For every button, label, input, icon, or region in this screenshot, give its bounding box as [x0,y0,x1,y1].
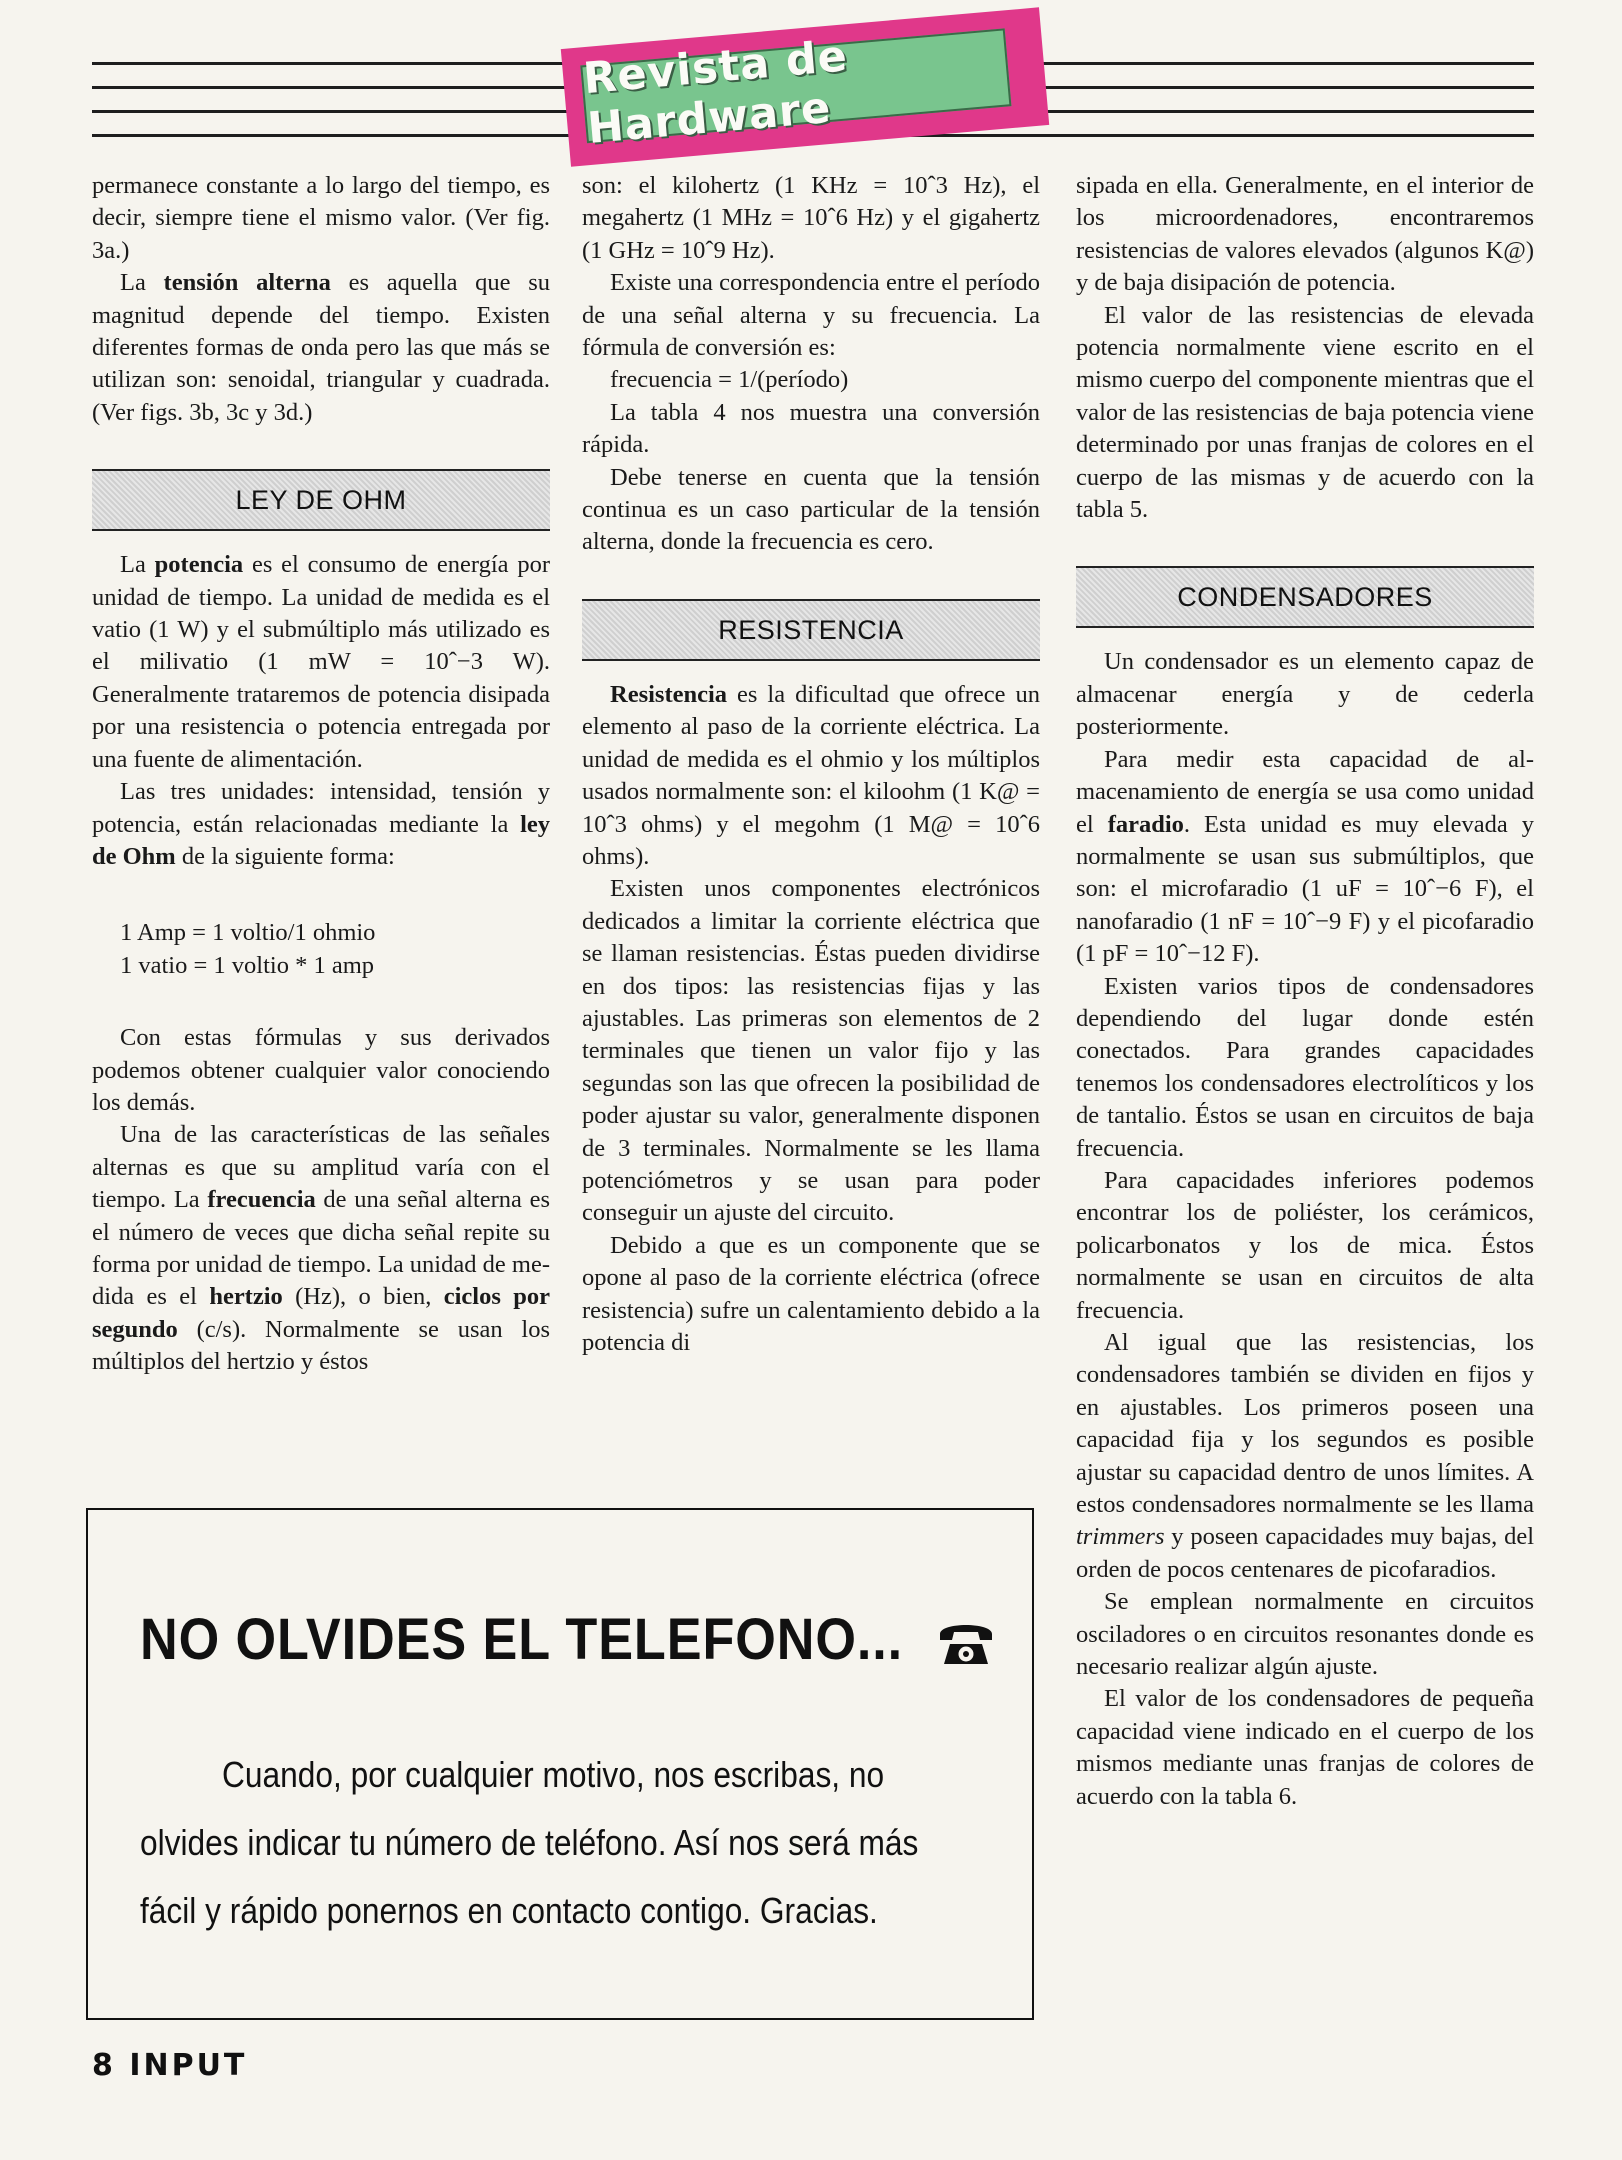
term-potencia: potencia [154,551,244,579]
col1-paragraph-4: Las tres unidades: intensidad, tensión y potencia, están relacionadas mediante la ley de Ohm de la siguiente forma: [92,778,550,870]
notice-line-2: olvides indicar tu número de teléfono. Así nos será más [140,1822,919,1863]
col1-paragraph-5: Con estas fórmulas y sus derivados podemos obtener cualquier valor conociendo los demás. [92,1024,550,1116]
col3-paragraph-2: El valor de las resistencias de elevada potencia normalmente viene escrito en el mismo cuerpo del componente mientras que el valor de las resistencias de baja potencia viene determinado por unas franjas de colores en el cuerpo de las mismas y de acuerdo con la tabla 5. [1076,301,1534,524]
term-ley-de-ohm: ley de Ohm [92,810,550,870]
column-3 [1076,170,1534,1813]
magazine-banner [561,7,1049,166]
term-resistencia: Resistencia [610,680,728,708]
formula-vatio: 1 vatio = 1 voltio * 1 amp [120,951,375,979]
page-footer: 8 INPUT [92,2048,248,2083]
term-trimmers: trimmers [1076,1523,1165,1551]
column-2 [582,170,1040,1359]
col2-paragraph-5: Resistencia es la dificultad que ofrece un elemento al paso de la corriente eléctrica. La unidad de medida es el ohmio y los múltiplos usados normalmente son: el kiloohm (1 K@ = 10ˆ3 ohms) y el megohm (1 M@ = 10ˆ6 ohms). [582,680,1040,870]
col3-paragraph-9: El valor de los condensadores de pequeña capacidad viene indicado en el cuerpo de los mismos mediante unas franjas de colores de acuerdo con la tabla 6. [1076,1685,1534,1810]
term-hertzio: hertzio [209,1283,283,1311]
col3-paragraph-4: Para medir esta capacidad de almacenamiento de energía se usa como unidad el faradio. Esta unidad es muy elevada y normalmente se usan sus submúltiplos, que son: el microfaradio (1 uF = 10ˆ−6 F), el nanofaradio (1 nF = 10ˆ−9 F) y el picofaradio (1 pF = 10ˆ−12 F). [1076,745,1534,968]
banner-panel [580,28,1011,154]
col2-paragraph-2: Existe una correspondencia entre el período de una señal alterna y su frecuencia. La fórmula de conversión es: [582,269,1040,362]
formula-amp: 1 Amp = 1 voltio/1 ohmio [120,919,376,947]
col1-paragraph-1: permanece constante a lo largo del tiempo, es decir, siempre tiene el mismo valor. (Ver fig. 3a.) [92,172,550,264]
col2-paragraph-1: son: el kilohertz (1 KHz = 10ˆ3 Hz), el megahertz (1 MHz = 10ˆ6 Hz) y el gigahertz (1 GHz = 10ˆ9 Hz). [582,172,1040,264]
col2-formula-frecuencia: frecuencia = 1/(período) [610,366,849,394]
notice-line-1: Cuando, por cualquier motivo, nos escribas, no [222,1754,885,1795]
section-heading-condensadores: CONDENSADORES [1076,566,1534,628]
ohm-formulas [92,917,550,982]
col3-paragraph-5: Existen varios tipos de condensadores dependiendo del lugar donde estén conectados. Para grandes capacidades tenemos los condensadores electrolíticos y los de tantalio. Éstos se usan en circuitos de baja frecuencia. [1076,972,1534,1162]
column-1 [92,170,550,1379]
col3-paragraph-3: Un condensador es un elemento capaz de almacenar energía y de cederla posteriormente. [1076,648,1534,741]
col1-paragraph-6: Una de las características de las señales alternas es que su amplitud varía con el tiempo. La frecuencia de una señal alterna es el número de veces que dicha señal repite su forma por unidad de tiempo. La unidad de medida es el hertzio (Hz), o bien, ciclos por segundo (c/s). Normalmente se usan los múltiplos del hertzio y éstos [92,1121,550,1376]
term-frecuencia: frecuencia [207,1186,316,1214]
col3-paragraph-7: Al igual que las resistencias, los condensadores también se dividen en fijos y en ajustables. Los primeros poseen una capacidad fija y los segundos es posible ajustar su capacidad dentro de unos límites. A estos condensadores normalmente se les llama trimmers y poseen capacidades muy bajas, del orden de pocos centenares de picofaradios. [1076,1329,1534,1583]
col1-paragraph-3: La potencia es el consumo de energía por unidad de tiempo. La unidad de medida es el vatio (1 W) y el submúltiplo más utilizado es el milivatio (1 mW = 10ˆ−3 W). Generalmente trataremos de potencia disipada por una resistencia o potencia entregada por una fuente de alimentación. [92,551,550,773]
notice-title: NO OLVIDES EL TELEFONO... [140,1607,904,1672]
banner-title: Revista de Hardware [581,31,850,154]
term-tension-alterna: tensión alterna [163,269,331,297]
term-faradio: faradio [1107,810,1184,838]
col2-paragraph-4: Debe tenerse en cuenta que la tensión continua es un caso particular de la tensión alterna, donde la frecuencia es cero. [582,463,1040,556]
col2-paragraph-3: La tabla 4 nos muestra una conversión rápida. [582,398,1040,459]
term-ciclos-por-segundo: ciclos por segundo [92,1283,550,1343]
notice-line-3: fácil y rápido ponernos en contacto contigo. Gracias. [140,1890,878,1931]
col2-paragraph-6: Existen unos componentes electrónicos dedicados a limitar la corriente eléctrica que se llaman resistencias. Éstas pueden dividirse en dos tipos: las resistencias fijas y las ajustables. Las primeras son elementos de 2 terminales que tienen un valor fijo y las segundas son las que ofrecen la posibilidad de poder ajustar su valor, generalmente disponen de 3 terminales. Normalmente se les llama potenciómetros y se usan para poder conseguir un ajuste del circuito. [582,875,1040,1227]
telephone-icon [936,1614,996,1668]
section-heading-resistencia: RESISTENCIA [582,599,1040,661]
col3-paragraph-1: sipada en ella. Generalmente, en el interior de los microordenadores, encontraremos resistencias de valores elevados (algunos K@) y de baja disipación de potencia. [1076,172,1534,297]
col3-paragraph-8: Se emplean normalmente en circuitos osciladores o en circuitos resonantes donde es necesario realizar algún ajuste. [1076,1588,1534,1681]
col3-paragraph-6: Para capacidades inferiores podemos encontrar los de poliéster, los cerámicos, policarbonatos y los de mica. Éstos normalmente se usan en circuitos de alta frecuencia. [1076,1166,1534,1324]
col1-paragraph-2: La tensión alterna es aquella que su magnitud depende del tiempo. Existen diferentes formas de onda pero las que más se utilizan son: senoidal, triangular y cuadrada. (Ver figs. 3b, 3c y 3d.) [92,269,550,426]
section-heading-ley-de-ohm: LEY DE OHM [92,469,550,531]
col2-paragraph-7: Debido a que es un componente que se opone al paso de la corriente eléctrica (ofrece resistencia) sufre un calentamiento debido a la potencia di [582,1231,1040,1356]
telephone-notice-box [86,1508,1034,2020]
